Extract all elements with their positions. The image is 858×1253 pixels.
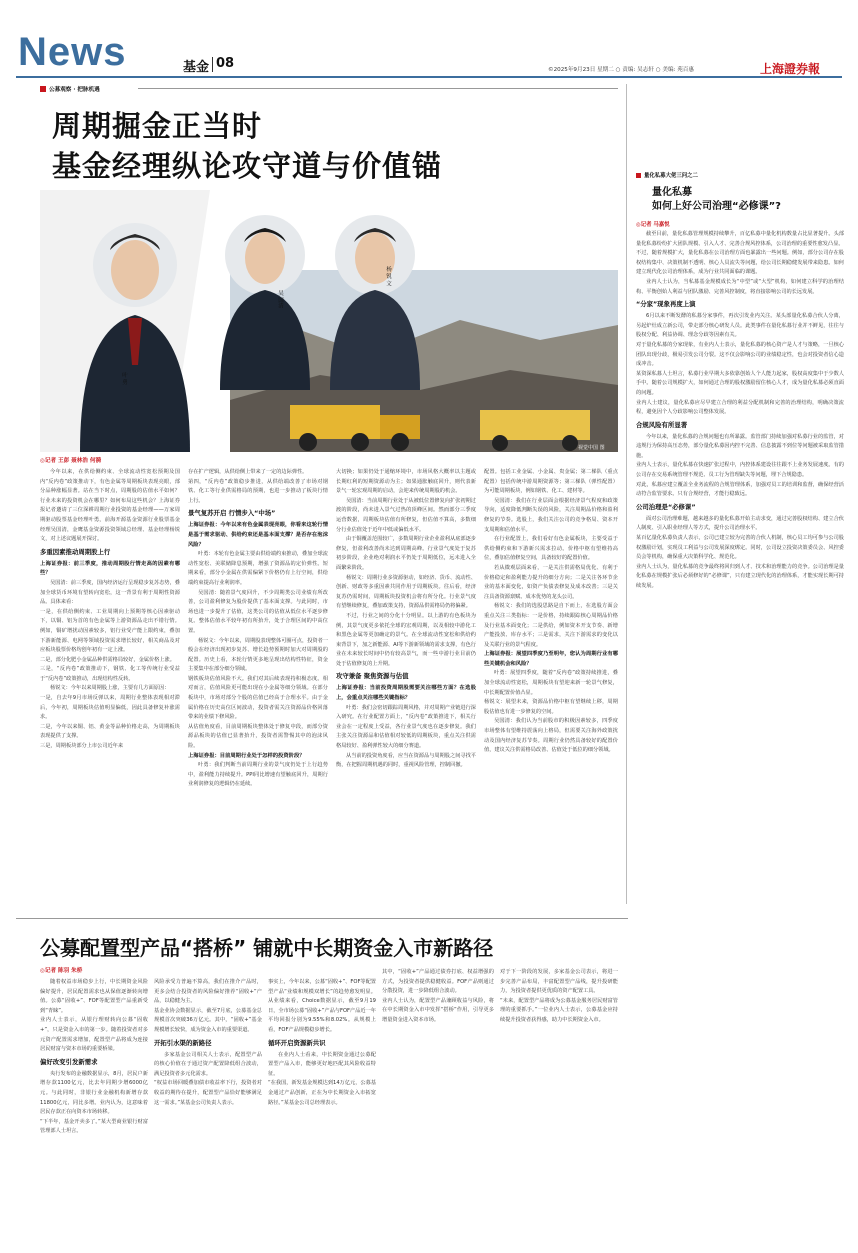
- main-col-1: [40, 468, 180, 906]
- page-number: 08: [216, 56, 235, 71]
- column-tag-label: 公募观察 · 把脉机遇: [49, 87, 100, 93]
- main-col-3: [336, 468, 476, 906]
- bottom-col-2: [154, 978, 262, 1244]
- col4-para-e: 杨锐文：我们的选股思路是自下而上，在选股方面会重点关注三类指标：一是价格，持续跟踪核心周期品价格及行业基本面变化；二是供给，例如资本开支节奏、新增产能投放、库存水平；三是需求，关注下游需求的变化以及关联行业的景气程度。: [484, 603, 618, 648]
- col3-para-e: 不过，行业之间的分化十分明显。以上游的有色板块为例，其景气度更多依托全球的宏观周期，以及相较中游化工和黑色金属等更加确定的景气。在全球流动性宽松和供给约束背景下，加之新能源、AI等下游新领域的需求支撑，有色行业在未来较长时间中仍有较高景气，而一些中游行业目前仍处于估值修复的上升期。: [336, 612, 476, 667]
- col2-para-b: 叶勇：本轮有色金属主要由供给端约束推动，叠加全球流动性宽松、美联储降息预期，增强了资源品的定价弹性。短期来看，部分小金属在供需偏紧下价格仍有上行空间，供给端约束提高行业利润率。: [188, 551, 328, 586]
- bottom-col1-subhead: 偏好改变引发新需求: [40, 1057, 98, 1066]
- bottom-col3-para: 事实上，今年以来，公募“固收+”、FOF等配置型产品“业绩和规模双增长”的趋势愈发明显。从业绩来看，Choice数据显示，截至9月19日，全市场公募“固收+”产品与FOF产品近一年平均回报分别为9.55%和8.02%。从规模上看，FOF产品规模稳步增长。: [268, 979, 376, 1033]
- bottom-col2-para: 风险承受力普遍不算高，我们在推介产品时，更多会结合投资者的风险偏好推荐“固收+”产品，以稳健为主。 基金业协会数据显示，截至7月底，公募基金总规模首次突破36万亿元。其中，“固收+”基金规模增长较快，成为资金入市的重要渠道。: [154, 979, 262, 1033]
- col4-question: 上海证券报：展望四季度乃至明年，您认为周期行业有哪些关键机会和风险？: [484, 651, 618, 667]
- headline-line-1: 周期掘金正当时: [52, 109, 263, 143]
- sidebar: [636, 170, 844, 906]
- photo-name-2: 吴 国清: [277, 290, 283, 309]
- bottom-col-5: [500, 968, 618, 1244]
- main-col-2: [188, 468, 328, 906]
- photo-credit: 视觉中国 图: [578, 445, 605, 451]
- photo-name-1: 叶 勇: [121, 372, 127, 385]
- column-divider: [626, 84, 627, 904]
- sidebar-tag: 量化私募大佬三问之二: [644, 173, 698, 179]
- bottom-col2-subhead: 开拓引水渠的新路径: [154, 1038, 212, 1047]
- mining-photo: [40, 190, 618, 452]
- brand-news: News: [18, 30, 127, 74]
- main-byline: ◎记者 王彭 聂林浩 何漪: [40, 458, 102, 464]
- col3-para-c: 由于铜覆盖范围较广，多数周期行业企业盈利从底部逐步修复，但盈利改善尚未达到周期高峰。行业景气度处于复苏初步阶段，企业绝对利润水平仍处于周期低位，远未进入全面繁荣阶段。: [336, 536, 476, 571]
- col3-para-f: 叶勇：我们会密切跟踪周期风格，并对周期产业链进行深入研究。在行业配置方面上，“反内卷”政策推进下，相关行业会在一定程度上受益，各行业景气度也在逐步修复。我们主张关注资源品和估值相对较低的周期板块，重点关注供需格局较好、盈利弹性较大的细分赛道。: [336, 704, 476, 750]
- col2-para-e: 叶勇：我们判断当前周期行业的景气度仍处于上行趋势中，盈利能力持续提升。PPI同比增速有望触底回升，周期行业利润修复的逻辑仍在延续。: [188, 762, 328, 788]
- col2-para-a: 存在扩产逻辑，从供给侧上带来了一定的边际弹性。 第四，“反内卷”政策稳步推进，从供给端改善了市场对钢铁、化工等行业供需格局的预期，也进一步推动了板块行情上行。: [188, 469, 328, 504]
- col3-question: 上海证券报：当前投资周期股需要关注哪些方面？在选股上，会重点关注哪些关键指标？: [336, 685, 476, 702]
- bottom-col4-para: 其中，“固收+”产品通过债券打底、权益增强的方式，为投资者提供稳健收益。FOF产品则通过分散投资，进一步降低组合波动。 业内人士认为，配置型产品兼顾收益与风险，将在中长期资金入市中发挥“搭桥”作用，引导更多增量资金进入资本市场。: [382, 969, 494, 1023]
- sidebar-subhead-2: 合规风险有所显著: [636, 420, 688, 429]
- sidebar-para-2: 业内人士认为，当私募基金规模成长为“中型”或“大型”机构，如何建立科学的治理结构、平衡创始人利益与团队激励、完善风控制度，将直接影响公司的长远发展。: [636, 278, 844, 295]
- sidebar-headline-2: 如何上好公司治理“必修课”?: [652, 201, 781, 212]
- bottom-col-4: [382, 968, 494, 1244]
- paper-logo: 上海證券報: [760, 62, 821, 76]
- bottom-rule: [16, 918, 628, 919]
- col4-para-d: 若从微观层面来看，一是关注供需格局优化、有利于价格稳定和盈利能力提升的细分方向；二是关注各环节企业的基本面变化，如资产负债表修复及成本改善；三是关注具备资源禀赋、成本优势的龙头公司。: [484, 564, 618, 600]
- col4-para-g: 吴国清：我们认为当前股市的积极因素较多，四季度市场整体有望维持震荡向上格局，但需要关注海外政策扰动及国内经济复苏节奏。周期行业仍然具备较好的配置价值，建议关注供需格局改善、估值处于低位的细分领域。: [484, 718, 618, 754]
- sidebar-byline: ◎记者 马嘉悦: [636, 222, 670, 228]
- photo-area: [40, 190, 618, 452]
- col1-para-b: 吴国清：前三季度，国内经济运行呈现稳步复苏态势，叠加全球货币环境有望转向宽松，这一背景有利于周期性资源品。具体来看： 一是，在供给侧约束、工业周期向上预期等核心因素驱动下，以铜、铝为首的有色金属等上游资源品走出不错行情。例如，铜矿增扰动因素较多，铝行业受产能上限约束，叠加下游新能源、电网等领域投资需求增长较好，相关商品及对应板块股票价格均创年初有一定上涨。 二是，部分化肥小金属品种供需格局较好，金属价格上涨。 三是，“反内卷”政策推动下，钢铁、化工等传统行业受益于“反内卷”政策推动，出现结构性反转。: [40, 579, 180, 682]
- col3-para-g: 从当前的投资角度看，应当在资源品与周期股之间寻找平衡，在把握周期机遇的同时，重视风险管理，控制回撤。: [336, 752, 476, 769]
- bottom-col-3: [268, 978, 376, 1244]
- col2-para-c: 吴国清：随着景气度回升，不少周期类公司业绩有所改善，公司盈利修复为股价提供了基本面支撑。与此同时，市场也进一步提升了估值，这类公司的估值从低位水平逐步修复。整体估值水平较年初有所抬升，处于合理区间的中高位置。: [188, 589, 328, 634]
- sidebar-para-5: 面对公司治理难题，越来越多的量化私募开始主动求变，通过完善股权结构、建立合伙人制度、引入职业经理人等方式，提升公司治理水平。 某百亿量化私募负责人表示，公司已建立较为完善的合伙人机制，核心员工均可参与公司股权激励计划，实现员工利益与公司发展深度绑定。同时，公司设立投资决策委员会、风控委员会等机构，确保重大决策科学化、规范化。 业内人士认为，量化私募的竞争最终将回归到人才、技术和治理能力的竞争。公司治理是量化私募在规模扩张后必须修好的“必修课”，只有建立现代化的治理体系，才能实现长期可持续发展。: [636, 515, 844, 589]
- col2-question-2: 上海证券报：目前周期行业处于怎样的投资阶段？: [188, 752, 305, 759]
- sidebar-headline-1: 量化私募: [652, 187, 692, 198]
- bottom-col1-para: 随着权益市场稳步上行，中长期资金风险偏好提升，居民配置需求也从保值逐渐转向增值。公募“固收+”、FOF等配置型产品重新受到“青睐”。 业内人士表示，从银行理财转向公募“固收+”，只是资金入市的第一步。随着投资者对多元资产配置需求增加，配置型产品将成为连接居民财富与资本市场的重要桥梁。: [40, 979, 148, 1053]
- sidebar-para-4: 今年以来，量化私募的合规问题也有所暴露。监管部门持续加强对私募行业的监管，对违规行为保持高压态势，部分量化私募因内控不完善、信息披露不到位等问题被采取监管措施。 业内人士表示，量化私募在快速扩张过程中，内控体系建设往往跟不上业务发展速度。有的公司存在交易系统管理不规范、员工行为管理缺失等问题，埋下合规隐患。 对此，私募应建立覆盖全业务流程的合规管理体系，加强对员工的培训和监督，确保经营活动符合监管要求。只有合规经营，才能行稳致远。: [636, 433, 844, 498]
- col3-para-b: 吴国清：当前周期行业处于从被低位置修复向扩张初期过渡的阶段，尚未进入景气过热的顶峰区间。然而部分三季度运营数据，周期板块估值有所修复，但估值不算高，多数细分行业估值处于近年中低或偏低水平。: [336, 497, 476, 533]
- col4-para-b: 吴国清：我们在行业层面会根据经济景气程度和政策导向，适度降低判断失误的风险，关注周期品价格和盈利修复的节奏。选股上，我们关注公司的竞争格局、资本开支周期和估值水平。: [484, 497, 618, 533]
- photo-name-3: 杨 锐 文: [385, 266, 391, 286]
- bottom-col-1: [40, 978, 148, 1244]
- col3-para-d: 杨锐文：周期行业多资源驱动，如经济、货币、流动性、创新、财政等多重因素共同作用于周期板块。往后看，经济复苏仍需时间，周期板块投资机会将有所分化。行业景气度有望继续修复，叠加政策支持，资源品供需格局仍将偏紧。: [336, 574, 476, 610]
- col2-subhead: 景气复苏开启 行情步入“中场”: [188, 509, 276, 518]
- sidebar-subhead-3: 公司治理是“必修课”: [636, 502, 696, 511]
- col4-para-a: 配置。包括工业金属、小金属、贵金属；第二梯队（重点配置）包括传统中游周期资源等；第三梯队（弹性配置）为可能周期板块，例如钢铁、化工、建材等。: [484, 469, 618, 495]
- headline-line-2: 基金经理纵论攻守道与价值锚: [52, 149, 443, 183]
- bottom-byline: ◎记者 陈羽 朱桥: [40, 968, 83, 974]
- bottom-headline: 公募配置型产品“搭桥” 铺就中长期资金入市新路径: [40, 936, 494, 960]
- bottom-col3-subhead: 循环开启资源新共识: [268, 1038, 326, 1047]
- sidebar-para-3: 6月以来不断发酵的私募分家事件，再次引发业内关注。某头部量化私募合伙人分离，另起炉灶成立新公司，带走部分核心研发人员。此类事件在量化私募行业并不鲜见，往往与股权分配、利益协调、理念分歧等因素有关。 对于量化私募的分家现象，有业内人士表示，量化私募的核心资产是人才与策略，一旦核心团队出现分歧，极易引发公司分裂。这不仅会影响公司的业绩稳定性，也会对投资者信心造成冲击。 某资深私募人士坦言，私募行业早期大多依靠创始人个人能力起家，股权高度集中于少数人手中。随着公司规模扩大，如何通过合理的股权激励留住核心人才，成为量化私募必须直面的问题。 业内人士建议，量化私募应尽早建立合理的利益分配机制和完善的治理结构，明确决策流程，避免因个人分歧影响公司整体发展。: [636, 313, 844, 416]
- masthead-rule: [16, 76, 842, 78]
- col1-subhead: 多重因素推动周期股上行: [40, 547, 111, 556]
- col4-para-f: 叶勇：展望四季度，随着“反内卷”政策持续推进，叠加全球流动性宽松，周期板块有望迎来新一轮景气修复，中长期配置价值凸显。 杨锐文：展望未来，资源品价格中枢有望继续上移，周期股估值也有进一步修复的空间。: [484, 670, 618, 715]
- col4-para-c: 在行业配置上，我们看好有色金属板块，主要受益于供给侧约束和下游新兴需求拉动。价格中枢有望维持高位，叠加估值修复空间，具备较好的配置价值。: [484, 536, 618, 562]
- col1-question: 上海证券报：前三季度，推动周期股行情走高的因素有哪些？: [40, 560, 180, 577]
- sidebar-subhead-1: “分家”现象再度上演: [636, 300, 696, 309]
- dateline: ©2025年9月23日 星期二 ○ 责编: 吴志轩 ○ 美编: 苑百惠: [548, 67, 694, 73]
- bottom-col3-para-b: 在业内人士看来，中长期资金通过公募配置型产品入市，能够更好地匹配其风险收益特征。 “在我国，新发基金规模达到14万亿元，公募基金通过产品创新，正在为中长期资金入市拓宽路径。”某基金公司总经理表示。: [268, 1051, 376, 1106]
- main-col-4: [484, 468, 618, 906]
- col2-question-1: 上海证券报：今年以来有色金属表现亮眼，你看来这轮行情是基于需求驱动、供给约束还是基本面支撑？是否存在泡沫风险？: [188, 522, 328, 548]
- tag-rule: [138, 88, 618, 89]
- sidebar-tag-row: [636, 170, 844, 180]
- bottom-col2-para-b: 多家基金公司相关人士表示，配置型产品的核心价值在于通过资产配置降低组合波动，满足投资者多元化需求。 “权益市场回暖叠加债市收益率下行，投资者对收益的期待在提升，配置型产品恰好能够满足这一需求。”某基金公司负责人表示。: [154, 1051, 262, 1106]
- column-tag: [40, 84, 100, 94]
- bottom-col5-para: 对于下一阶段的发展，多家基金公司表示，将进一步完善产品布局，丰富配置型产品线，提升投研能力，为投资者提供更优质的资产配置工具。 “未来，配置型产品将成为公募基金服务居民财富管理的重要抓手。”一位业内人士表示，公募基金应持续提升投资者获得感，助力中长期资金入市。: [500, 969, 618, 1023]
- sidebar-para-1: 截至目前，量化私募管理规模持续攀升，百亿私募中量化机构数量占比显著提升。头部量化私募纷纷扩大团队规模、引入人才、完善合规风控体系，公司治理的重要性愈发凸显。 不过，随着规模扩大，量化私募在公司治理方面也暴露出一些问题。例如，部分公司存在股权结构集中、决策机制不透明、核心人员流失等问题，给公司长期稳健发展带来隐患。如何建立现代化公司治理体系，成为行业共同面临的课题。: [636, 231, 844, 276]
- col1-para-a: 今年以来，在供给侧约束、全球流动性宽松预期及国内“反内卷”政策推动下，有色金属等周期板块表现亮眼，部分品种涨幅显著。站在当下时点，周期股的估值水平如何？行业未来的投资机会在哪里？如何布局这些机会？上海证券报记者邀请了三位深耕周期行业投资的基金经理——万家周期驱动股票基金经理叶勇，前海开源基金资源行业股票基金经理吴国清，金鹰基金资源投资领域总经理、基金经理杨锐文，对上述议题展开探讨。: [40, 469, 180, 543]
- col2-para-d: 杨锐文：今年以来，周期股表现整体可圈可点，投资者一般会在经济出现初步复苏、增长趋势预期时加大对周期股的配置。历史上看，本轮行情更多地呈现出结构性特征，资金主要集中在部分细分领域。 钢铁板块估值风险不大。我们对其后续表现持积极态度。相对而言，估值风险更可能出现在小金属等细分领域。在部分板块中，市场对部分个股的估值已经高于合理水平。由于金属价格在历史高位区间波动，投资者需关注资源品价格回落带来的业绩下修风险。 从估值角度看，目前周期板块整体处于修复中段，而部分资源品板块的估值已显著抬升，投资者需警惕其中的泡沫风险。: [188, 637, 328, 750]
- col3-para-a: 大切换；如果仍处于通缩环境中，市场风格大概率以主题或长期红利的短期资源动为主；如果通胀触底回升，则代表新景气一轮宏观周期的启动，会迎来传统周期股的机会。: [336, 469, 476, 495]
- sidebar-tag-marker: [636, 173, 641, 178]
- section-name: 基金: [183, 60, 210, 75]
- col1-para-c: 杨锐文：今年以来周期股上涨，主要有几方面原因： 一是，自去年9月市场反弹以来，周期行业整体表现相对滞后，今年初，周期板块估值明显偏低，因此具备修复补涨需求。 二是，今年以来铜、铝、黄金等品种价格走高，为周期板块表现提供了支撑。 三是，周期板块部分上市公司近年来: [40, 685, 180, 750]
- col3-subhead: 攻守兼备 聚焦资源与估值: [336, 672, 409, 681]
- masthead: [0, 0, 858, 76]
- section-divider: [212, 57, 213, 72]
- tag-marker: [40, 86, 46, 92]
- bottom-col1-para-b: 央行发布的金融数据显示，8月，居民户新增存款1100亿元，比去年同期少增6000亿元。与此同时，非银行业金融机构新增存款11800亿元，同比多增。业内认为，这意味着居民存款正在向资本市场转移。 “下半年，基金开卖多了。”某大型商业银行财富管理部人士坦言。: [40, 1070, 148, 1135]
